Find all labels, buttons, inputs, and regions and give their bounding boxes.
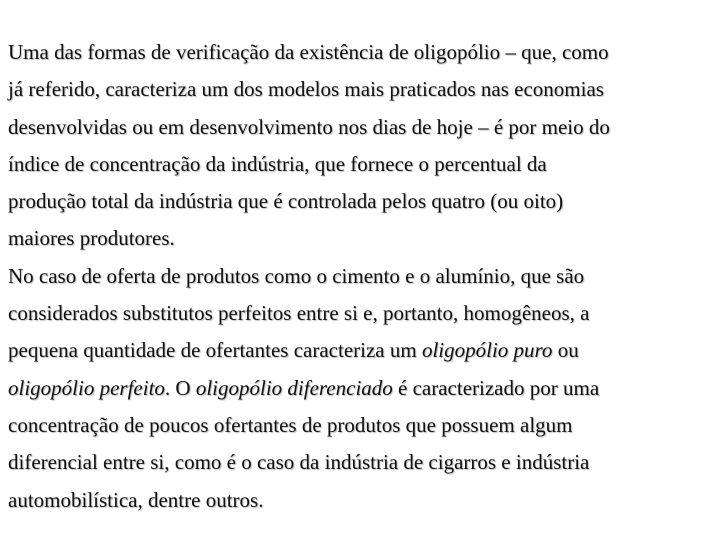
text-segment: ou: [552, 338, 579, 363]
text-segment: . O: [164, 375, 196, 400]
text-line: já referido, caracteriza um dos modelos mais praticados nas economias: [8, 77, 604, 102]
document-body: [8, 34, 698, 519]
text-line: maiores produtores.: [8, 226, 175, 251]
text-line: índice de concentração da indústria, que fornece o percentual da: [8, 151, 547, 176]
text-segment: pequena quantidade de ofertantes caracteriza um: [8, 338, 422, 363]
text-line: desenvolvidas ou em desenvolvimento nos dias de hoje – é por meio do: [8, 114, 610, 139]
text-line: No caso de oferta de produtos como o cimento e o alumínio, que são: [8, 263, 585, 288]
text-line: considerados substitutos perfeitos entre si e, portanto, homogêneos, a: [8, 301, 590, 326]
term-pure-oligopoly: oligopólio puro: [421, 338, 553, 363]
paragraph-oligopoly-types: [8, 258, 698, 519]
text-line: produção total da indústria que é controlada pelos quatro (ou oito): [8, 189, 564, 214]
text-line: concentração de poucos ofertantes de produtos que possuem algum: [8, 412, 573, 437]
term-perfect-oligopoly: oligopólio perfeito: [8, 375, 165, 400]
term-differentiated-oligopoly: oligopólio diferenciado: [195, 375, 393, 400]
paragraph-concentration-index: [8, 34, 698, 258]
text-line: [8, 332, 698, 369]
text-line: [8, 370, 698, 407]
text-line: Uma das formas de verificação da existência de oligopólio – que, como: [8, 40, 609, 64]
text-segment: é caracterizado por uma: [392, 375, 600, 400]
text-line: diferencial entre si, como é o caso da indústria de cigarros e indústria: [8, 450, 590, 475]
text-line: automobilística, dentre outros.: [8, 487, 264, 512]
